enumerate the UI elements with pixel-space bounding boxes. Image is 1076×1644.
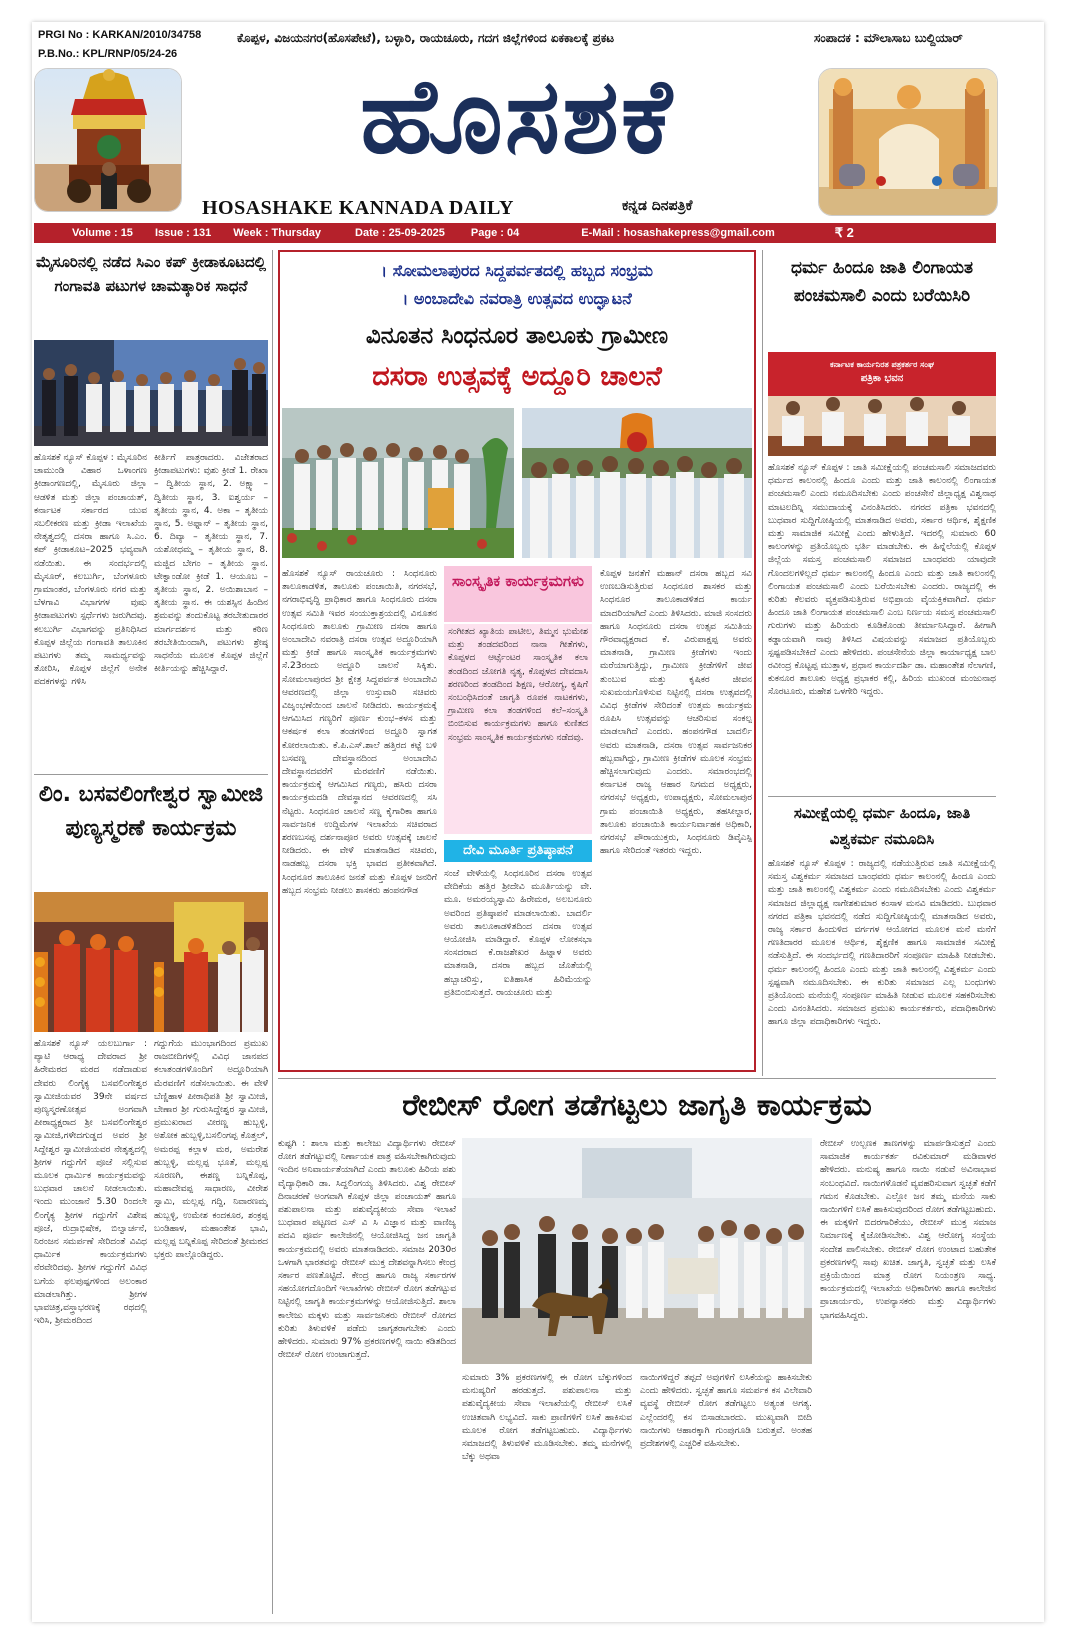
- center-headline-2: ದಸರಾ ಉತ್ಸವಕ್ಕೆ ಅದ್ದೂರಿ ಚಾಲನೆ: [372, 361, 662, 392]
- left-article-1-col-2: ಕೀರ್ತಿಗೆ ಪಾತ್ರರಾದರು. ವಿಜೇತರಾದ ಕ್ರೀಡಾಪಟುಗಳು: ವುಶು ಕ್ರೀಡೆ 1. ರೇಖಾ – ದ್ವಿತೀಯ ಸ್ಥಾನ, 2. ಅಕ್ಷ್ಯಾ – ದ್ವಿತೀಯ ಸ್ಥಾನ, 3. ಐಶ್ವರ್ಯ – ತೃತೀಯ ಸ್ಥಾನ, 4. ಅಕಾ – ತೃತೀಯ ಸ್ಥಾನ, 5. ಅಫ್ನಾನ್ – ತೃತೀಯ ಸ್ಥಾನ, 6. ದಿವ್ಯಾ – ತೃತೀಯ ಸ್ಥಾನ, 7. ಯಶೋಧಮ್ಮ – ತೃತೀಯ ಸ್ಥಾನ, 8. ಮಜ್ಜಿದ ಬೇಗಂ – ತೃತೀಯ ಸ್ಥಾನ. ಟೇಕ್ವಾಂಡೋ ಕ್ರೀಡೆ 1. ಆಯೂಬ – ತೃತೀಯ ಸ್ಥಾನ, 2. ಅಯಿಶಾಬಾನ – ತೃತೀಯ ಸ್ಥಾನ. ಈ ಯಶಸ್ಸಿನ ಹಿಂದಿನ ಶ್ರಮವನ್ನು ತಂದುಕೊಟ್ಟ ತರಬೇತುದಾರರ ಮಾರ್ಗದರ್ಶನ ಮತ್ತು ಕಠಿಣ ತರಬೇತಿಯಿಂದಾಗಿ, ಪಟುಗಳು ಶ್ರೇಷ್ಠ ಸಾಧನೆಯ ಮೂಲಕ ಕೊಪ್ಪಳ ಜಿಲ್ಲೆಗೆ ಕೀರ್ತಿಯನ್ನು ಹೆಚ್ಚಿಸಿದ್ದಾರೆ.: [154, 453, 268, 675]
- column-rule: [762, 250, 763, 1076]
- press-banner-subtext: ಪತ್ರಿಕಾ ಭವನ: [860, 373, 904, 384]
- prgi-number: PRGI No : KARKAN/2010/34758: [38, 29, 202, 41]
- left-article-2-col-1: ಹೊಸಶಕೆ ನ್ಯೂಸ್ ಯಲಬುರ್ಗಾ : ಪ್ಯಾಟಿ ಆರಾಧ್ಯ ದೇವರಾದ ಶ್ರೀ ಹಿರೇಮಠದ ಮಠದ ನಡೆದಾಡುವ ದೇವರು ಲಿಂಗೈಕ್ಯ ಬಸವಲಿಂಗೇಶ್ವರ ಸ್ವಾಮೀಜಿಯವರ 39ನೇ ವರ್ಷದ ಪುಣ್ಯಸ್ಮರಣೋತ್ಸವ ಅಂಗವಾಗಿ ಪೀಠಾಧ್ಯಕ್ಷರಾದ ಶ್ರೀ ಬಸವಲಿಂಗೇಶ್ವರ ಸ್ವಾಮೀಜಿ,ಗಳೇದಗುಡ್ಡದ ಅವರ ಶ್ರೀ ಸಿದ್ದೇಶ್ವರ ಸ್ವಾಮೀಜಿಯವರ ನೇತೃತ್ವದಲ್ಲಿ ಶ್ರೀಗಳ ಗದ್ದುಗೆಗೆ ಪೂಜೆ ಸಲ್ಲಿಸುವ ಮೂಲಕ ಧಾರ್ಮಿಕ ಕಾರ್ಯಕ್ರಮವನ್ನು ಬುಧವಾರ ಚಾಲನೆ ನೀಡಲಾಯಿತು. ಇಂದು ಮುಂಜಾನೆ 5.30 ರಿಂದಲೇ ಲಿಂಗೈಕ್ಯ ಶ್ರೀಗಳ ಗದ್ದುಗೆಗೆ ವಿಶೇಷ ಪೂಜೆ, ರುದ್ರಾಭಿಷೇಕ, ಬಿಲ್ವಾರ್ಚನೆ, ನಿರಂಜನ ಸಮರ್ಪಣೆ ಸೇರಿದಂತೆ ವಿವಿಧ ಧಾರ್ಮಿಕ ಕಾರ್ಯಕ್ರಮಗಳು ನೆರವೇರಿದವು. ಶ್ರೀಗಳ ಗದ್ದುಗೆಗೆ ವಿವಿಧ ಬಗೆಯ ಫಲಪುಷ್ಪಗಳಿಂದ ಅಲಂಕಾರ ಮಾಡಲಾಗಿತ್ತು. ಶ್ರೀಗಳ ಭಾವಚಿತ್ರ,ವಸ್ತ್ರಾಭರಣಕ್ಕೆ ರಥದಲ್ಲಿ ಇರಿಸಿ, ಶ್ರೀಮಠದಿಂದ: [34, 1039, 147, 1327]
- rabies-awareness-photo: [462, 1138, 812, 1364]
- idol-installation-box: ದೇವಿ ಮೂರ್ತಿ ಪ್ರತಿಷ್ಠಾಪನೆ: [444, 840, 592, 862]
- right-article-1-body: ಹೊಸಶಕೆ ನ್ಯೂಸ್ ಕೊಪ್ಪಳ : ಜಾತಿ ಸಮೀಕ್ಷೆಯಲ್ಲಿ ಪಂಚಮಸಾಲಿ ಸಮಾಜದವರು ಧರ್ಮದ ಕಾಲಂನಲ್ಲಿ ಹಿಂದೂ ಎಂದು ಮತ್ತು ಜಾತಿ ಕಾಲಂನಲ್ಲಿ ಲಿಂಗಾಯತ ಪಂಚಮಸಾಲಿ ಎಂದು ನಮೂದಿಸಬೇಕು ಎಂದು ಪಂಚಸೇನೆ ಜಿಲ್ಲಾಧ್ಯಕ್ಷ ವಿಶ್ವನಾಥ ಮಾಟಲದಿನ್ನಿ ಸಮುದಾಯಕ್ಕೆ ವಿನಂತಿಸಿದರು. ನಗರದ ಪತ್ರಿಕಾ ಭವನದಲ್ಲಿ ಬುಧವಾರ ಸುದ್ದಿಗೋಷ್ಠಿಯಲ್ಲಿ ಮಾತನಾಡಿದ ಅವರು, ಸರ್ಕಾರ ಆರ್ಥಿಕ, ಶೈಕ್ಷಣಿಕ ಮತ್ತು ಸಾಮಾಜಿಕ ಸಮೀಕ್ಷೆ ಎಂದು ಹೇಳುತ್ತಿದೆ. ಇದರಲ್ಲಿ ಸುಮಾರು 60 ಕಾಲಂಗಳನ್ನು ಪ್ರತಿಯೊಬ್ಬರು ಭರ್ತಿ ಮಾಡಬೇಕು. ಈ ಹಿನ್ನೆಲೆಯಲ್ಲಿ ಕೊಪ್ಪಳ ಜಿಲ್ಲೆಯ ಸಮಸ್ತ ಪಂಚಮಸಾಲಿ ಸಮಾಜದ ಬಾಂಧವರು ಯಾವುದೇ ಗೊಂದಲಗಳಿಲ್ಲದೆ ಧರ್ಮ ಕಾಲಂನಲ್ಲಿ ಹಿಂದೂ ಎಂದು ಮತ್ತು ಜಾತಿ ಕಾಲಂನಲ್ಲಿ ಲಿಂಗಾಯತ ಪಂಚಮಸಾಲಿ ಎಂದು ಬರೆಯಿಸಬೇಕು ಎಂದರು. ರಾಜ್ಯದಲ್ಲಿ ಈ ಕುರಿತು ಕೆಲವರು ವ್ಯಕ್ತಪಡಿಸುತ್ತಿರುವ ಅಭಿಪ್ರಾಯ ವೈಯಕ್ತಿಕವಾಗಿದೆ. ಧರ್ಮ ಹಿಂದೂ ಜಾತಿ ಲಿಂಗಾಯತ ಪಂಚಮಸಾಲಿ ಎಂಬ ನಿರ್ಣಯ ಸಮಸ್ತ ಪಂಚಮಸಾಲಿ ಗುರುಗಳು ಮತ್ತು ಹಿರಿಯರು ಕೂಡಿಕೊಂಡು ತೀರ್ಮಾನಿಸಿದ್ದಾರೆ. ಹೀಗಾಗಿ ಕಡ್ಡಾಯವಾಗಿ ನಾವು ತಿಳಿಸಿದ ವಿಷಯವನ್ನು ಸಮಾಜದ ಪ್ರತಿಯೊಬ್ಬರು ಸ್ಪಷ್ಟಪಡಿಸಬೇಕಿದೆ ಎಂದು ಹೇಳಿದರು. ಪಂಚಸೇನೆಯ ಜಿಲ್ಲಾ ಕಾರ್ಯಾಧ್ಯಕ್ಷ ಬಾಲ ರವೀಂದ್ರ ಕೊಟ್ಟಪ್ಪ ಮುತ್ತಾಳ, ಪ್ರಧಾನ ಕಾರ್ಯದರ್ಶಿ ಡಾ. ಮಹಾಂತೇಶ ನೆಲಾಗಣಿ, ಕುಕನೂರ ತಾಲೂಕು ಅಧ್ಯಕ್ಷ ಪ್ರಭಾಕರ ಕಲ್ಲಿ, ಹಿರಿಯ ಮುಖಂಡ ಮಂಜುನಾಥ ಸೊರಟೂರು, ಮಹೇಶ ಒಳಗೇರಿ ಇದ್ದರು.: [768, 463, 996, 698]
- bottom-article-col-3: ನಾಯಿಗಳಿದ್ದರೆ ತಪ್ಪದೆ ಅವುಗಳಿಗೆ ಲಸಿಕೆಯನ್ನು ಹಾಕಿಸಬೇಕು ಎಂದು ಹೇಳಿದರು. ಸ್ವಚ್ಛತೆ ಹಾಗೂ ಸಮರ್ಪಕ ಕಸ ವಿಲೇವಾರಿ ವ್ಯವಸ್ಥೆ ರೇಬೀಸ್ ರೋಗ ತಡೆಗಟ್ಟಲು ಅತ್ಯಂತ ಅಗತ್ಯ. ಎಲ್ಲೆಂದರಲ್ಲಿ ಕಸ ಬಿಸಾಡಬಾರದು. ಮುಖ್ಯವಾಗಿ ಬೀದಿ ನಾಯಿಗಳು ಆಹಾರಕ್ಕಾಗಿ ಗುಂಪುಗೂಡಿ ಬರುತ್ತವೆ. ಅಂತಹ ಪ್ರದೇಶಗಳಲ್ಲಿ ಎಚ್ಚರಿಕೆ ವಹಿಸಬೇಕು.: [640, 1373, 812, 1450]
- masthead-title: ಹೊಸಶಕೆ: [360, 55, 674, 177]
- press-banner-text: ಕರ್ನಾಟಕ ಕಾರ್ಯನಿರತ ಪತ್ರಕರ್ತರ ಸಂಘ: [830, 360, 934, 369]
- palace-photo: [818, 68, 998, 216]
- column-rule: [272, 250, 273, 1614]
- right-headline-2: ಸಮೀಕ್ಷೆಯಲ್ಲಿ ಧರ್ಮ ಹಿಂದೂ, ಜಾತಿ ವಿಶ್ವಕರ್ಮ ನಮೂದಿಸಿ: [793, 804, 971, 848]
- volume: Volume : 15: [72, 227, 133, 239]
- seers-ceremony-photo: [34, 892, 268, 1032]
- left-article-2-col-2: ಗದ್ದುಗೆಯ ಮುಂಭಾಗದಿಂದ ಪ್ರಮುಖ ರಾಜಬೀದಿಗಳಲ್ಲಿ ವಿವಿಧ ಜಾನಪದ ಕಲಾತಂಡಗಳೊಂದಿಗೆ ಅದ್ದೂರಿಯಾಗಿ ಮೆರವಣಿಗೆ ನಡೆಸಲಾಯಿತು. ಈ ವೇಳೆ ಬೆಣ್ಣಿಹಾಳ ಪೀಠಾಧಿಪತಿ ಶ್ರೀ ಸ್ವಾಮೀಜಿ, ಬೇಣಾರ ಶ್ರೀ ಗುರುಸಿದ್ದೇಶ್ವರ ಸ್ವಾಮೀಜಿ, ಪ್ರಮುಖರಾದ ವೀರಣ್ಣ ಹುಬ್ಬಳ್ಳಿ, ಅಶೋಕ ಹುಬ್ಬಳ್ಳಿ,ಬಸಲಿಂಗಪ್ಪ ಕೊತ್ತಲ್, ಅಮರಪ್ಪ ಕಲ್ಲಾಳ ಮಠ, ಅಮರೇಶ ಹುಬ್ಬಳ್ಳಿ, ಮಲ್ಲಪ್ಪ ಭೂತೆ, ಮಲ್ಲಪ್ಪ ಸೂರಣಗಿ, ಈಶಣ್ಣ ಬನ್ನಿಕೊಪ್ಪ, ಮಹಾದೇವಪ್ಪ ಸಾಧಾರಣ, ವೀರೇಶ ಸ್ವಾಮಿ, ಮಲ್ಲಪ್ಪ ಗದ್ದಿ, ನಿವಾರಣಮ್ಮ ಹುಬ್ಬಳ್ಳಿ, ಉಮೇಶ ಕಂದಕೂರ, ಶಂಕ್ರಪ್ಪ ಬಂಡಿಹಾಳ, ಮಹಾಂತೇಶ ಭಾವಿ, ಮಲ್ಲಪ್ಪ ಬನ್ನಿಕೊಪ್ಪ ಸೇರಿದಂತೆ ಶ್ರೀಮಠದ ಭಕ್ತರು ಪಾಲ್ಗೊಂಡಿದ್ದರು.: [154, 1039, 268, 1261]
- left-article-1-col-1: ಹೊಸಶಕೆ ನ್ಯೂಸ್ ಕೊಪ್ಪಳ : ಮೈಸೂರಿನ ಚಾಮುಂಡಿ ವಿಹಾರ ಒಳಾಂಗಣ ಕ್ರೀಡಾಂಗಣದಲ್ಲಿ, ಮೈಸೂರು ಜಿಲ್ಲಾ ಆಡಳಿತ ಮತ್ತು ಜಿಲ್ಲಾ ಪಂಚಾಯತ್, ಕರ್ನಾಟಕ ಸರ್ಕಾರದ ಯುವ ಸಬಲೀಕರಣ ಮತ್ತು ಕ್ರೀಡಾ ಇಲಾಖೆಯ ನೇತೃತ್ವದಲ್ಲಿ ದಸರಾ ಹಾಗೂ ಸಿ.ಎಂ. ಕಪ್ ಕ್ರೀಡಾಕೂಟ–2025 ಭವ್ಯವಾಗಿ ನಡೆಯಿತು. ಈ ಸಂದರ್ಭದಲ್ಲಿ ಮೈಸೂರ್, ಕಲಬುರ್ಗಿ, ಬೆಂಗಳೂರು ಗ್ರಾಮಾಂತರ, ಬೆಂಗಳೂರು ನಗರ ಮತ್ತು ಬೆಳಗಾವಿ ವಿಭಾಗಗಳ ವುಷು ಕ್ರೀಡಾಪಟುಗಳು ಸ್ಪರ್ಧೆಗಳು ಜರುಗಿದವು. ಕಲಬುರ್ಗಿ ವಿಭಾಗವನ್ನು ಪ್ರತಿನಿಧಿಸಿದ ಕೊಪ್ಪಳ ಜಿಲ್ಲೆಯ ಗಂಗಾವತಿ ತಾಲೂಕಿನ ಪಟುಗಳು ತಮ್ಮ ಸಾಮರ್ಥ್ಯವನ್ನು ತೋರಿಸಿ, ಕೊಪ್ಪಳ ಜಿಲ್ಲೆಗೆ ಅನೇಕ ಪದಕಗಳನ್ನು ಗಳಿಸಿ: [34, 453, 147, 688]
- bottom-article-col-4: ರೇಬೀಸ್ ಉಲ್ಬಣಕ ತಾಣಗಳನ್ನು ಮಾರ್ಪಡಿಸುತ್ತದೆ ಎಂದು ಸಾಮಾಜಿಕ ಕಾರ್ಯಕರ್ತ ರವಿಕುಮಾರ್ ಮಡಿವಾಳರ ಹೇಳಿದರು. ಮನುಷ್ಯ ಹಾಗೂ ನಾಯಿ ನಡುವೆ ಅವಿನಾಭಾವ ಸಂಬಂಧವಿದೆ. ನಾಯಿಗಳೊಡನೆ ವ್ಯವಹರಿಸುವಾಗ ಸ್ವಚ್ಛತೆ ಕಡೆಗೆ ಗಮನ ಕೊಡಬೇಕು. ಎಲ್ಲೋ ಜನ ತಮ್ಮ ಮನೆಯ ಸಾಕು ನಾಯಿಗಳಿಗೆ ಲಸಿಕೆ ಹಾಕಿಸುವುದರಿಂದ ರೋಗ ತಡೆಗಟ್ಟಬಹುದು. ಈ ಮಕ್ಕಳಿಗೆ ಬಿದರಗಾರಿಕೆಯು, ರೇಬೀಸ್ ಮುಕ್ತ ಸಮಾಜ ನಿರ್ಮಾಣಕ್ಕೆ ಕೈಜೋಡಿಸಬೇಕು. ವಿಶ್ವ ಆರೋಗ್ಯ ಸಂಸ್ಥೆಯ ಸಂದೇಶ ಪಾಲಿಸಬೇಕು. ರೇಬೀಸ್ ರೋಗ ಉಂಟಾದ ಬಹುತೇಕ ಪ್ರಕರಣಗಳಲ್ಲಿ ಸಾವು ಖಚಿತ. ಜಾಗೃತಿ, ಸ್ವಚ್ಛತೆ ಮತ್ತು ಲಸಿಕೆ ಪ್ರಕ್ರಿಯೆಯಿಂದ ಮಾತ್ರ ರೋಗ ನಿಯಂತ್ರಣ ಸಾಧ್ಯ. ಕಾರ್ಯಕ್ರಮದಲ್ಲಿ ಇಲಾಖೆಯ ಅಧಿಕಾರಿಗಳು ಹಾಗೂ ಕಾಲೇಜಿನ ಪ್ರಾಚಾರ್ಯರು, ಉಪನ್ಯಾಸಕರು ಮತ್ತು ವಿದ್ಯಾರ್ಥಿಗಳು ಭಾಗವಹಿಸಿದ್ದರು.: [820, 1139, 996, 1321]
- dasara-inauguration-photo-2: [522, 408, 752, 558]
- bottom-headline: ರೇಬೀಸ್ ರೋಗ ತಡೆಗಟ್ಟಲು ಜಾಗೃತಿ ಕಾರ್ಯಕ್ರಮ: [402, 1088, 872, 1123]
- left-headline-1: ಮೈಸೂರಿನಲ್ಲಿ ನಡೆದ ಸಿಎಂ ಕಪ್ ಕ್ರೀಡಾಕೂಟದಲ್ಲಿ ಗಂಗಾವತಿ ಪಟುಗಳ ಚಾಮತ್ಕಾರಿಕ ಸಾಧನೆ: [35, 253, 267, 295]
- center-article-col-1: ಹೊಸಶಕೆ ನ್ಯೂಸ್ ರಾಯಚೂರು : ಸಿಂಧನೂರು ತಾಲೂಕಾಡಳಿತ, ತಾಲೂಕು ಪಂಚಾಯಿತಿ, ನಗರಸಭೆ, ನಗರಾಭಿವೃದ್ಧಿ ಪ್ರಾಧಿಕಾರ ಹಾಗೂ ಸಿಂಧನೂರು ದಸರಾ ಉತ್ಸವ ಸಮಿತಿ ಇವರ ಸಂಯುಕ್ತಾಶ್ರಯದಲ್ಲಿ ವಿನೂತನ ಸಿಂಧನೂರು ತಾಲೂಕು ಗ್ರಾಮೀಣ ದಸರಾ ಹಾಗೂ ಅಂಬಾದೇವಿ ನವರಾತ್ರಿ ದಸರಾ ಉತ್ಸವ ಅದ್ಧೂರಿಯಾಗಿ ಮತ್ತು ಕ್ರೀಡೆ ಹಾಗೂ ಸಾಂಸ್ಕೃತಿಕ ಕಾರ್ಯಕ್ರಮಗಳು ಸೆ.23ರಂದು ಅದ್ದೂರಿ ಚಾಲನೆ ಸಿಕ್ಕಿತು. ಸೋಮಲಾಪುರದ ಶ್ರೀ ಕ್ಷೇತ್ರ ಸಿದ್ದಪರ್ವತ ಅಂಬಾದೇವಿ ಆವರಣದಲ್ಲಿ ಜಿಲ್ಲಾ ಉಸ್ತುವಾರಿ ಸಚಿವರು ವಿಜೃಂಭಣೆಯಿಂದ ಚಾಲನೆ ನೀಡಿದರು. ಕಾರ್ಯಕ್ರಮಕ್ಕೆ ಆಗಮಿಸಿದ ಗಣ್ಯರಿಗೆ ಪೂರ್ಣ ಕುಂಭ–ಕಳಸ ಮತ್ತು ಆಕರ್ಷಕ ಕಲಾ ತಂಡಗಳಿಂದ ಅದ್ದೂರಿ ಸ್ವಾಗತ ಕೋರಲಾಯಿತು. ಕೆ.ಪಿ.ಎಸ್.ಶಾಲೆ ಹತ್ತಿರದ ಕಟ್ಟೆ ಬಳಿ ಬಸವಣ್ಣ ದೇವಸ್ಥಾನದಿಂದ ಅಂಬಾದೇವಿ ದೇವಸ್ಥಾನದವರೆಗೆ ಮೆರವಣಿಗೆ ನಡೆಯಿತು. ಕಾರ್ಯಕ್ರಮಕ್ಕೆ ಆಗಮಿಸಿದ ಗಣ್ಯರು, ಹಸಿರು ದಸರಾ ಕಾರ್ಯಕ್ರಮದಡಿ ದೇವಸ್ಥಾನದ ಆವರಣದಲ್ಲಿ ಸಸಿ ನೆಟ್ಟರು. ಸಿಂಧನೂರ ಚಾಲನೆ ಸಣ್ಣ ಕೈಗಾರಿಕಾ ಹಾಗೂ ಸಾರ್ವಜನಿಕ ಉದ್ದಿಮೆಗಳ ಇಲಾಖೆಯ ಸಚಿವರಾದ ಶರಣಬಸಪ್ಪ ದರ್ಶನಾಪೂರ ಅವರು ಉತ್ಸವಕ್ಕೆ ಚಾಲನೆ ನೀಡಿದರು. ಈ ವೇಳೆ ಮಾತನಾಡಿದ ಸಚಿವರು, ನಾಡಹಬ್ಬ ದಸರಾ ಭಕ್ತಿ ಭಾವದ ಪ್ರತೀಕವಾಗಿದೆ. ಸಿಂಧನೂರ ತಾಲೂಕಿನ ಜನತೆ ಮತ್ತು ಕೊಪ್ಪಳ ಜನರಿಗೆ ಹಬ್ಬದ ಸಂಭ್ರಮ ನೀಡಲು ಶಾಸಕರು ಹಂಪನಗೌಡ: [282, 569, 437, 896]
- right-article-2-body: ಹೊಸಶಕೆ ನ್ಯೂಸ್ ಕೊಪ್ಪಳ : ರಾಜ್ಯದಲ್ಲಿ ನಡೆಯುತ್ತಿರುವ ಜಾತಿ ಸಮೀಕ್ಷೆಯಲ್ಲಿ ಸಮಸ್ತ ವಿಶ್ವಕರ್ಮ ಸಮಾಜದ ಬಾಂಧವರು ಧರ್ಮ ಕಾಲಂನಲ್ಲಿ ಹಿಂದೂ ಎಂದು ಮತ್ತು ಜಾತಿ ಕಾಲಂನಲ್ಲಿ ವಿಶ್ವಕರ್ಮ ಎಂದು ನಮೂದಿಸಬೇಕು ಎಂದು ವಿಶ್ವಕರ್ಮ ಸಮಾಜದ ಜಿಲ್ಲಾಧ್ಯಕ್ಷ ನಾಗೇಶಕುಮಾರ ಕಂಸಾಳ ಮನವಿ ಮಾಡಿದರು. ಬುಧವಾರ ನಗರದ ಪತ್ರಿಕಾ ಭವನದಲ್ಲಿ ನಡೆದ ಸುದ್ದಿಗೋಷ್ಠಿಯಲ್ಲಿ ಮಾತನಾಡಿದ ಅವರು, ರಾಜ್ಯ ಸರ್ಕಾರ ಹಿಂದುಳಿದ ವರ್ಗಗಳ ಆಯೋಗದ ಮೂಲಕ ಮನೆ ಮನೆಗೆ ಗಣತಿದಾರರ ಮೂಲಕ ಆರ್ಥಿಕ, ಶೈಕ್ಷಣಿಕ ಹಾಗೂ ಸಾಮಾಜಿಕ ಸಮೀಕ್ಷೆ ನಡೆಸುತ್ತಿದೆ. ಈ ಸಂದರ್ಭದಲ್ಲಿ ಗಣತಿದಾರರಿಗೆ ಸಂಪೂರ್ಣ ಮಾಹಿತಿ ನೀಡಬೇಕು. ಧರ್ಮ ಕಾಲಂನಲ್ಲಿ ಹಿಂದೂ ಎಂದು ಮತ್ತು ಜಾತಿ ಕಾಲಂನಲ್ಲಿ ವಿಶ್ವಕರ್ಮ ಎಂದು ಸ್ಪಷ್ಟವಾಗಿ ನಮೂದಿಸಬೇಕು. ಈ ಕುರಿತು ಸಮಾಜದ ಎಲ್ಲ ಬಂಧುಗಳು ಪ್ರತಿಯೊಂದು ಮನೆಯಲ್ಲಿ ಸಂಪೂರ್ಣ ಮಾಹಿತಿ ನೀಡುವ ಮೂಲಕ ಸಹಕರಿಸಬೇಕು ಎಂದು ವಿನಂತಿಸಿದರು. ಸಮಾಜದ ಪ್ರಮುಖ ಕಾರ್ಯಕರ್ತರು, ಪದಾಧಿಕಾರಿಗಳು ಹಾಗೂ ಜಿಲ್ಲಾ ಪದಾಧಿಕಾರಿಗಳು ಇದ್ದರು.: [768, 859, 996, 1028]
- issue: Issue : 131: [154, 227, 212, 239]
- email: E-Mail : hosashakepress@gmail.com: [581, 227, 775, 239]
- chariot-photo: [34, 68, 182, 212]
- idol-installation-text: ಸಂಜೆ ವೇಳೆಯಲ್ಲಿ ಸಿಂಧನೂರಿನ ದಸರಾ ಉತ್ಸವ ವೇದಿಕೆಯ ಹತ್ತಿರ ಶ್ರೀದೇವಿ ಮೂರ್ತಿಯನ್ನು ವೇ. ಮೂ. ಅಮರಯ್ಯಸ್ವಾಮಿ ಹಿರೇಮಠ, ಅಲಬನೂರು ಅವರಿಂದ ಪ್ರತಿಷ್ಠಾಪನೆ ಮಾಡಲಾಯಿತು. ಬಾದರ್ಲಿ ಅವರು ತಾಲೂಕಾಡಳಿತದಿಂದ ದಸರಾ ಉತ್ಸವ ಆಯೋಜಿಸಿ ಮಾಡಿದ್ದಾರೆ. ಕೊಪ್ಪಳ ಲೋಕಸಭಾ ಸಂಸದರಾದ ಕೆ.ರಾಜಶೇಖರ ಹಿಟ್ನಾಳ ಅವರು ಮಾತನಾಡಿ, ದಸರಾ ಹಬ್ಬದ ಜೊತೆಯಲ್ಲಿ ಹಬ್ಬಾಚರಿಸ್ತು, ಐತಿಹಾಸಿಕ ಹಿರಿಮೆಯನ್ನು ಪ್ರತಿಬಿಂಬಿಸುತ್ತದೆ. ರಾಯಚೂರು ಮತ್ತು: [444, 869, 592, 998]
- english-title: HOSASHAKE KANNADA DAILY: [202, 197, 514, 219]
- divider: [278, 1078, 996, 1079]
- center-article-col-3: ಕೊಪ್ಪಳ ಜನತೆಗೆ ಮಹಾನ್ ದಸರಾ ಹಬ್ಬದ ಸವಿ ಉಣಬಡಿಸುತ್ತಿರುವ ಸಿಂಧನೂರ ಶಾಸಕರ ಮತ್ತು ಸಿಂಧನೂರ ತಾಲೂಕಾಡಳಿತದ ಕಾರ್ಯ ಮಾದರಿಯಾಗಿದೆ ಎಂದು ತಿಳಿಸಿದರು. ಮಾಜಿ ಸಂಸದರು ಹಾಗೂ ಸಿಂಧನೂರು ದಸರಾ ಉತ್ಸವ ಸಮಿತಿಯ ಗೌರವಾಧ್ಯಕ್ಷರಾದ ಕೆ. ವಿರುಪಾಕ್ಷಪ್ಪ ಅವರು ಮಾತನಾಡಿ, ಗ್ರಾಮೀಣ ಕ್ರೀಡೆಗಳು ಇಂದು ಮರೆಯಾಗುತ್ತಿದ್ದು, ಗ್ರಾಮೀಣ ಕ್ರೀಡೆಗಳಿಗೆ ಜೀವ ತುಂಬುವ ಮತ್ತು ಕೃಷಿಕರ ಜೀವನ ಸುಖಮಯಗೊಳಿಸುವ ನಿಟ್ಟಿನಲ್ಲಿ ದಸರಾ ಉತ್ಸವದಲ್ಲಿ ವಿವಿಧ ಕ್ರೀಡೆಗಳ ಸೇರಿದಂತೆ ಉತ್ತಮ ಕಾರ್ಯಕ್ರಮ ರೂಪಿಸಿ ಉತ್ಸವವನ್ನು ಆಚರಿಸುವ ಸಂಕಲ್ಪ ಮಾಡಲಾಗಿದೆ ಎಂದರು. ಹಂಪನಗೌಡ ಬಾದರ್ಲಿ ಅವರು ಮಾತನಾಡಿ, ದಸರಾ ಉತ್ಸವ ಸಾರ್ವಜನಿಕರ ಹಬ್ಬವಾಗಿದ್ದು, ಗ್ರಾಮೀಣ ಕ್ರೀಡೆಗಳ ಮೂಲಕ ಸಂಭ್ರಮ ಹೆಚ್ಚಿಸಲಾಗುವುದು ಎಂದರು. ಸಮಾರಂಭದಲ್ಲಿ ಕರ್ನಾಟಕ ರಾಜ್ಯ ಆಹಾರ ನಿಗಮದ ಅಧ್ಯಕ್ಷರು, ನಗರಸಭೆ ಅಧ್ಯಕ್ಷರು, ಉಪಾಧ್ಯಕ್ಷರು, ಸೋಮಲಾಪುರ ಗ್ರಾಮ ಪಂಚಾಯಿತಿ ಅಧ್ಯಕ್ಷರು, ತಹಸೀಲ್ದಾರ, ತಾಲೂಕು ಪಂಚಾಯಿತಿ ಕಾರ್ಯನಿರ್ವಾಹಕ ಅಧಿಕಾರಿ, ನಗರಸಭೆ ಪೌರಾಯುಕ್ತರು, ಸಿಂಧನೂರು ಡಿವೈಎಸ್ಪಿ ಹಾಗೂ ಸೇರಿದಂತೆ ಇತರರು ಇದ್ದರು.: [600, 569, 752, 857]
- price: ₹ 2: [834, 225, 854, 240]
- bottom-article-col-2: ಸುಮಾರು 3% ಪ್ರಕರಣಗಳಲ್ಲಿ ಈ ರೋಗ ಬೆಕ್ಕುಗಳಿಂದ ಮನುಷ್ಯರಿಗೆ ಹರಡುತ್ತದೆ. ಪಶುಪಾಲನಾ ಮತ್ತು ಪಶುವೈದ್ಯಕೀಯ ಸೇವಾ ಇಲಾಖೆಯಲ್ಲಿ ರೇಬೀಸ್ ಲಸಿಕೆ ಉಚಿತವಾಗಿ ಲಭ್ಯವಿದೆ. ಸಾಕು ಪ್ರಾಣಿಗಳಿಗೆ ಲಸಿಕೆ ಹಾಕಿಸುವ ಮೂಲಕ ರೋಗ ತಡೆಗಟ್ಟಬಹುದು. ವಿದ್ಯಾರ್ಥಿಗಳು ಸಮಾಜದಲ್ಲಿ ತಿಳುವಳಿಕೆ ಮೂಡಿಸಬೇಕು. ತಮ್ಮ ಮನೆಗಳಲ್ಲಿ ಬೆಕ್ಕು ಅಥವಾ: [462, 1373, 632, 1463]
- center-headline-1: ವಿನೂತನ ಸಿಂಧನೂರ ತಾಲೂಕು ಗ್ರಾಮೀಣ: [365, 323, 669, 349]
- divider: [34, 774, 268, 775]
- cultural-programs-text: ಸಂಗೀತದ ಖ್ಯಾತಿಯ ಪಾಟೀಲ, ತಿಮ್ಮನ ಭುಮೇಶ ಮತ್ತು ತಂಡದವರಿಂದ ನಾನಾ ಗೀತೆಗಳು, ಕೊಪ್ಪಳದ ಆರ್ಟ್ಸೆಂಟರ ಸಾಂಸ್ಕೃತಿಕ ಕಲಾ ತಂಡದಿಂದ ಜೋಗತಿ ನೃತ್ಯ, ಕೊಪ್ಪಳದ ದೇವದಾಸಿ ಶರಣರಿಂದ ತಂಡದಿಂದ ಶಿಕ್ಷಣ, ಆರೋಗ್ಯ, ಕೃಷಿಗೆ ಸಂಬಂಧಿಸಿದಂತೆ ಜಾಗೃತಿ ರೂಪಕ ನಾಟಕಗಳು, ಗ್ರಾಮೀಣ ಕಲಾ ತಂಡಗಳಿಂದ ಕಲೆ–ಸಂಸ್ಕೃತಿ ಬಿಂಬಿಸುವ ಕಾರ್ಯಕ್ರಮಗಳು ಹಾಗೂ ಕುಣಿತದ ಸಂಭ್ರಮ ಸಾಂಸ್ಕೃತಿಕ ಕಾರ್ಯಕ್ರಮಗಳು ನಡೆದವು.: [444, 624, 592, 834]
- sports-winners-photo: [34, 340, 268, 446]
- week: Week : Thursday: [233, 227, 322, 239]
- bottom-article-col-1: ಕುಷ್ಟಗಿ : ಶಾಲಾ ಮತ್ತು ಕಾಲೇಜು ವಿದ್ಯಾರ್ಥಿಗಳು ರೇಬೀಸ್ ರೋಗ ತಡೆಗಟ್ಟುವಲ್ಲಿ ನಿರ್ಣಾಯಕ ಪಾತ್ರ ವಹಿಸಬೇಕಾಗಿರುವುದು ಇಂದಿನ ಅನಿವಾರ್ಯತೆಯಾಗಿದೆ ಎಂದು ತಾಲೂಕು ಹಿರಿಯ ಪಶು ವೈದ್ಯಾಧಿಕಾರಿ ಡಾ. ಸಿದ್ದಲಿಂಗಯ್ಯ ತಿಳಿಸಿದರು. ವಿಶ್ವ ರೇಬೀಸ್ ದಿನಾಚರಣೆ ಅಂಗವಾಗಿ ಕೊಪ್ಪಳ ಜಿಲ್ಲಾ ಪಂಚಾಯತ್ ಹಾಗೂ ಪಶುಪಾಲನಾ ಮತ್ತು ಪಶುವೈದ್ಯಕೀಯ ಸೇವಾ ಇಲಾಖೆ ಬುಧವಾರ ಪಟ್ಟಣದ ಎಸ್ ವಿ ಸಿ ವಿಜ್ಞಾನ ಮತ್ತು ವಾಣಿಜ್ಯ ಪದವಿ ಪೂರ್ವ ಕಾಲೇಜಿನಲ್ಲಿ ಆಯೋಜಿಸಿದ್ದ ಜನ ಜಾಗೃತಿ ಕಾರ್ಯಕ್ರಮದಲ್ಲಿ ಅವರು ಮಾತನಾಡಿದರು. ಸಮಾಜ 2030ರ ಒಳಗಾಗಿ ಭಾರತವನ್ನು ರೇಬೀಸ್ ಮುಕ್ತ ದೇಶವನ್ನಾಗಿಸಲು ಕೇಂದ್ರ ಸರ್ಕಾರ ಪಣತೊಟ್ಟಿದೆ. ಕೇಂದ್ರ ಹಾಗೂ ರಾಜ್ಯ ಸರ್ಕಾರಗಳ ಸಹಯೋಗದೊಂದಿಗೆ ಇಲಾಖೆಗಳು ರೇಬೀಸ್ ರೋಗ ತಡೆಗಟ್ಟುವ ನಿಟ್ಟಿನಲ್ಲಿ ಜಾಗೃತಿ ಕಾರ್ಯಕ್ರಮಗಳನ್ನು ಆಯೋಜಿಸುತ್ತಿದೆ. ಶಾಲಾ ಕಾಲೇಜು ಮಕ್ಕಳು ಮತ್ತು ಸಾರ್ವಜನಿಕರು ರೇಬೀಸ್ ರೋಗದ ಕುರಿತು ತಿಳುವಳಿಕೆ ಪಡೆದು ಜಾಗೃತರಾಗಬೇಕು ಎಂದು ಹೇಳಿದರು. ಸುಮಾರು 97% ಪ್ರಕರಣಗಳಲ್ಲಿ ನಾಯಿ ಕಡಿತದಿಂದ ರೇಬೀಸ್ ರೋಗ ಉಂಟಾಗುತ್ತದೆ.: [278, 1139, 456, 1361]
- dasara-inauguration-photo-1: [282, 408, 514, 558]
- pb-number: P.B.No.: KPL/RNP/05/24-26: [38, 48, 178, 60]
- subtitle: ಕನ್ನಡ ದಿನಪತ್ರಿಕೆ: [622, 198, 693, 214]
- newspaper-page: [32, 22, 1044, 1622]
- left-headline-2: ಲಿಂ. ಬಸವಲಿಂಗೇಶ್ವರ ಸ್ವಾಮೀಜಿ ಪುಣ್ಯಸ್ಮರಣೆ ಕಾರ್ಯಕ್ರಮ: [38, 782, 264, 841]
- page-number: Page : 04: [470, 227, 520, 239]
- divider: [768, 796, 996, 797]
- edition-tagline: ಕೊಪ್ಪಳ, ವಿಜಯನಗರ(ಹೊಸಪೇಟೆ), ಬಳ್ಳಾರಿ, ರಾಯಚೂರು, ಗದಗ ಜಿಲ್ಲೆಗಳಿಂದ ಏಕಕಾಲಕ್ಕೆ ಪ್ರಕಟ: [237, 31, 615, 45]
- date: Date : 25-09-2025: [355, 227, 445, 239]
- press-meet-photo: [768, 352, 996, 456]
- editor-name: ಸಂಪಾದಕ : ಮೌಲಾಸಾಬ ಬುಲ್ದಿಯಾರ್: [814, 31, 963, 45]
- right-headline-1: ಧರ್ಮ ಹಿಂದೂ ಜಾತಿ ಲಿಂಗಾಯತ ಪಂಚಮಸಾಲಿ ಎಂದು ಬರೆಯಿಸಿರಿ: [791, 258, 973, 306]
- kicker-1: । ಸೋಮಲಾಪುರದ ಸಿದ್ದಪರ್ವತದಲ್ಲಿ ಹಬ್ಬದ ಸಂಭ್ರಮ: [381, 261, 653, 280]
- cultural-programs-box: ಸಾಂಸ್ಕೃತಿಕ ಕಾರ್ಯಕ್ರಮಗಳು: [444, 566, 592, 622]
- kicker-2: । ಅಂಬಾದೇವಿ ನವರಾತ್ರಿ ಉತ್ಸವದ ಉದ್ಘಾಟನೆ: [402, 289, 632, 308]
- issue-info-bar: [34, 223, 996, 243]
